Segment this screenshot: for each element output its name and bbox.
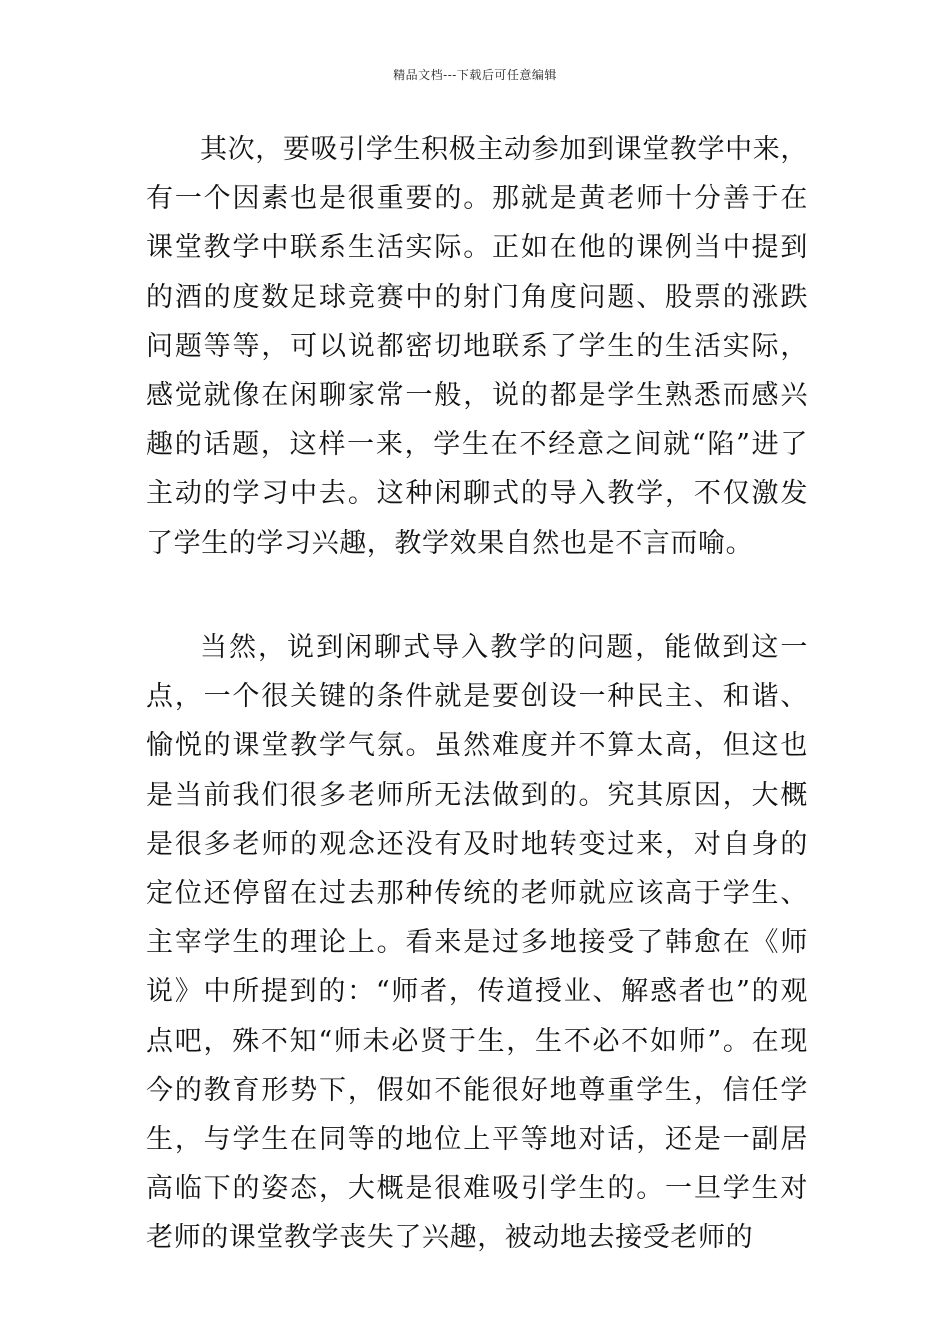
body-paragraph-1: 其次，要吸引学生积极主动参加到课堂教学中来，有一个因素也是很重要的。那就是黄老师十分善于在课堂教学中联系生活实际。正如在他的课例当中提到的酒的度数足球竞赛中的射门角度问题、股票的涨跌问题等等，可以说都密切地联系了学生的生活实际，感觉就像在闲聊家常一般，说的都是学生熟悉而感兴趣的话题，这样一来，学生在不经意之间就“陷”进了主动的学习中去。这种闲聊式的导入教学，不仅激发了学生的学习兴趣，教学效果自然也是不言而喻。: [146, 134, 808, 559]
page-header: 精品文档---下载后可任意编辑: [393, 68, 557, 82]
body-paragraph-2: 当然，说到闲聊式导入教学的问题，能做到这一点，一个很关键的条件就是要创设一种民主、和谐、愉悦的课堂教学气氛。虽然难度并不算太高，但这也是当前我们很多老师所无法做到的。究其原因，大概是很多老师的观念还没有及时地转变过来，对自身的定位还停留在过去那种传统的老师就应该高于学生、主宰学生的理论上。看来是过多地接受了韩愈在《师说》中所提到的：“师者，传道授业、解惑者也”的观点吧，殊不知“师未必贤于生，生不必不如师”。在现今的教育形势下，假如不能很好地尊重学生，信任学生，与学生在同等的地位上平等地对话，还是一副居高临下的姿态，大概是很难吸引学生的。一旦学生对老师的课堂教学丧失了兴趣，被动地去接受老师的: [146, 632, 808, 1254]
